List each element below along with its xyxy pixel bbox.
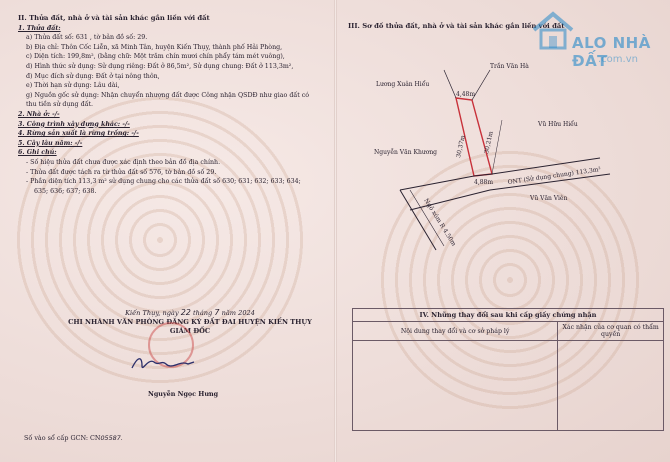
serial-value: 05587. [100,434,123,442]
note-item: - Phần diện tích 113,3 m² sử dụng chung cho các thửa đất số 630; 631; 632; 633; 634; [26,178,301,186]
column-header: Nội dung thay đổi và cơ sở pháp lý [353,322,558,341]
parcel-number: a) Thửa đất số: 631 , tờ bản đồ số: 29. [26,34,148,42]
dim-bottom: 4,88m [474,179,494,186]
issue-month: 7 [214,308,220,317]
page-fold [334,0,337,462]
parcel-heading: 1. Thửa đất: [18,24,61,32]
diagram-title: III. Sơ đồ thửa đất, nhà ở và tài sản khác gắn liền với đất [348,22,565,30]
watermark-url: .com.vn [598,54,638,65]
neighbor-bottom-right: Vũ Văn Viên [530,195,568,202]
neighbor-left: Nguyễn Văn Khương [374,149,438,156]
perennial-heading: 5. Cây lâu năm: -/- [18,139,83,147]
note-item: - Số hiệu thửa đất chưa được xác định theo bản đồ địa chính. [26,158,221,166]
neighbor-top-left: Lương Xuân Hiểu [376,81,430,88]
usage-origin: g) Nguồn gốc sử dụng: Nhận chuyển nhượng đất được Công nhận QSDĐ như giao đất có [26,91,310,99]
section-title: II. Thửa đất, nhà ở và tài sản khác gắn liền với đất [18,14,210,22]
parcel-diagram [340,40,660,290]
dim-left: 30,37m [455,134,467,159]
note-item: - Thửa đất được tách ra từ thửa đất số 576, tờ bản đồ số 29. [26,168,217,176]
watermark-brand: ALO NHÀ ĐẤT [572,34,651,70]
alley-edge [400,190,436,250]
dim-right: 30,21m [483,130,495,155]
changes-title: IV. Những thay đổi sau khi cấp giấy chứng nhận [353,309,664,322]
issue-date: Kiến Thụy, ngày 22 tháng 7 năm 2024 [125,308,255,317]
parcel-address: b) Địa chỉ: Thôn Cốc Liễn, xã Minh Tân, huyện Kiến Thụy, thành phố Hải Phòng, [26,43,283,51]
usage-origin-cont: thu tiền sử dụng đất. [26,101,94,109]
changes-table [352,308,664,431]
handwritten-signature [128,352,198,374]
table-row [353,341,664,431]
signer-role: GIÁM ĐỐC [169,327,211,335]
ont-label: ONT (Sử dụng chung) 113,3m² [507,165,602,186]
signer-name: Nguyễn Ngọc Hưng [148,390,219,398]
note-item-cont: 635; 636; 637; 638. [34,187,97,195]
land-info-section [18,14,326,196]
house-heading: 2. Nhà ở: -/- [18,110,60,118]
notes-heading: 6. Ghi chú: [18,149,57,157]
usage-form: d) Hình thức sử dụng: Sử dụng riêng: Đất ở 86,5m², Sử dụng chung: Đất ở 113,3m², [26,62,294,70]
table-header-row [353,322,664,341]
dim-top: 4,48m [456,91,476,98]
road-label: Ngõ xóm R 4.50m [422,197,458,248]
table-cell [558,341,664,431]
usage-term: e) Thời hạn sử dụng: Lâu dài, [26,82,120,90]
usage-purpose: đ) Mục đích sử dụng: Đất ở tại nông thôn, [26,72,160,80]
parcel-area: c) Diện tích: 199,8m², (bằng chữ: Một trăm chín mươi chín phẩy tám mét vuông), [26,53,285,61]
neighbor-boundary [492,120,502,174]
neighbor-top-right: Trần Văn Hà [490,63,529,70]
column-header: Xác nhận của cơ quan có thẩm quyền [558,322,664,341]
issue-day: 22 [180,308,191,317]
serial-number: Số vào sổ cấp GCN: CN05587. [24,434,123,442]
neighbor-right: Vũ Hữu Hiểu [538,121,578,128]
table-cell [353,341,558,431]
forest-heading: 4. Rừng sản xuất là rừng trồng: -/- [18,130,139,138]
neighbor-boundary [444,70,456,98]
table-caption-row [353,309,664,322]
construction-heading: 3. Công trình xây dựng khác: -/- [18,120,130,128]
issuing-agency: CHI NHÁNH VĂN PHÒNG ĐĂNG KÝ ĐẤT ĐAI HUYỆN KIẾN THỤY [68,318,312,326]
